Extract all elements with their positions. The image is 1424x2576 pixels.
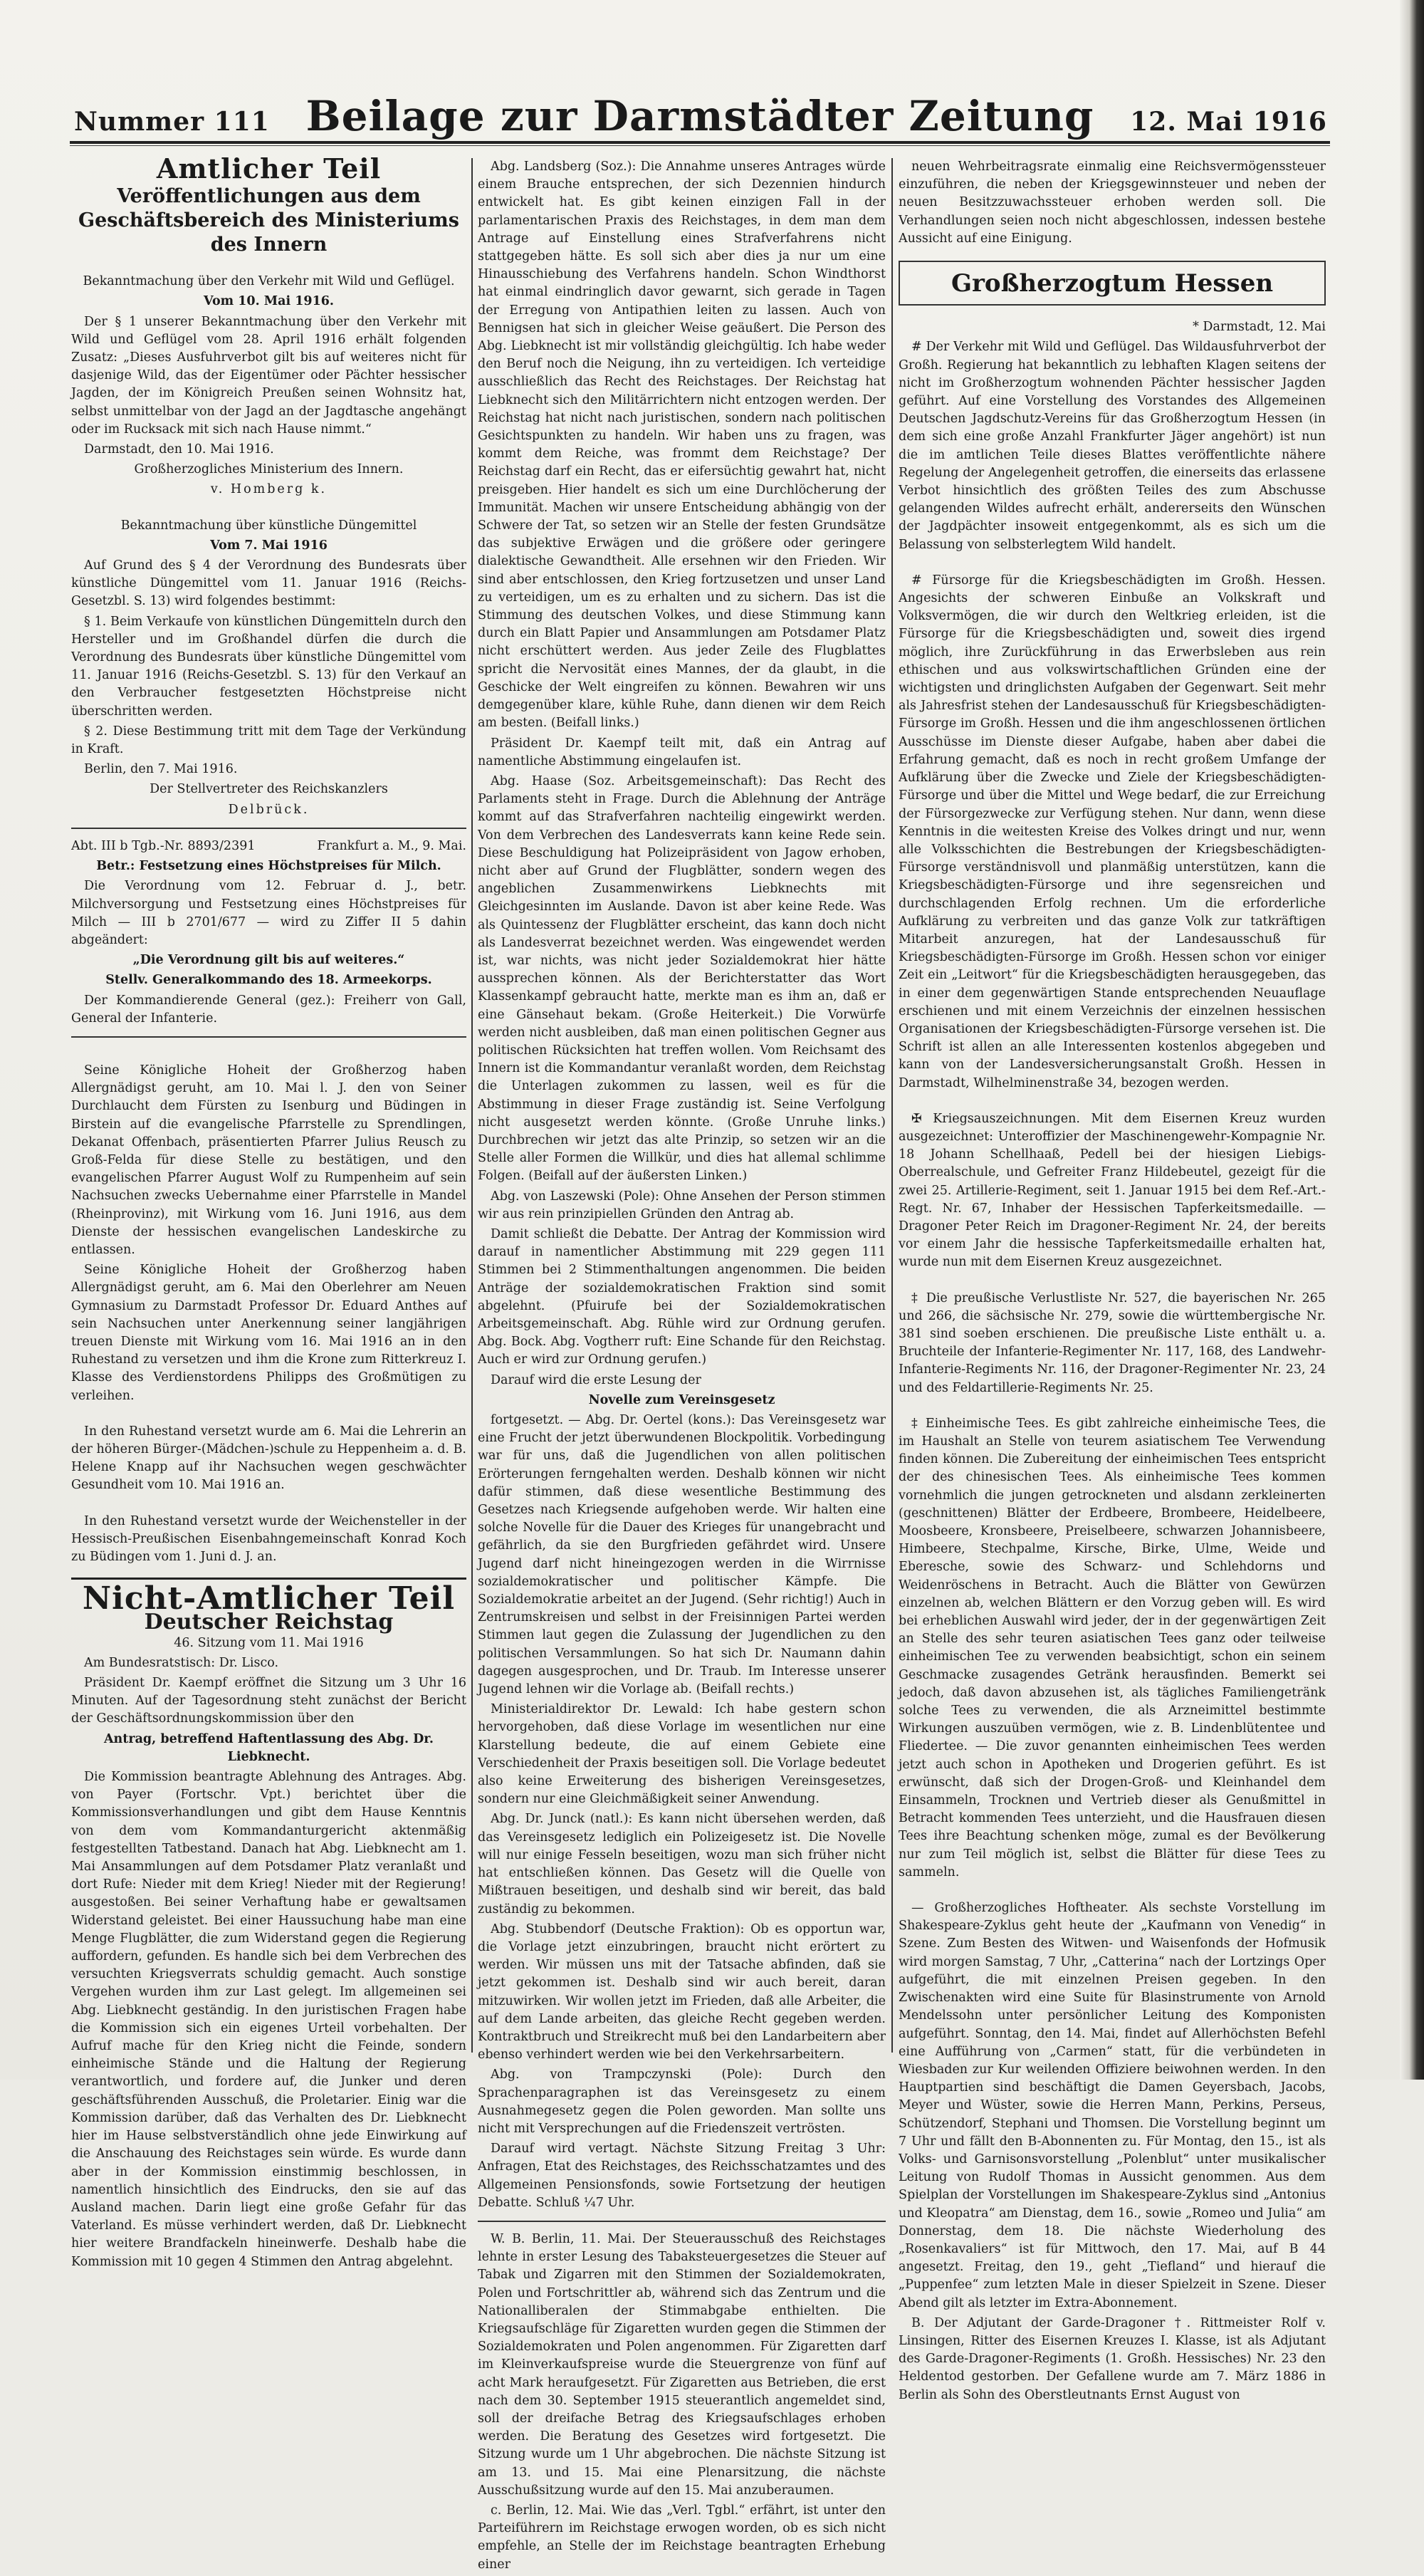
notice-text: § 2. Diese Bestimmung tritt mit dem Tage der Verkündung in Kraft. <box>71 724 466 757</box>
notice-heading: Bekanntmachung über künstliche Düngemittel <box>120 518 417 533</box>
column-1 <box>71 152 466 2273</box>
local-news-item: ✠ Kriegsauszeichnungen. Mit dem Eisernen Kreuz wurden ausgezeichnet: Unteroffizier der Maschinengewehr-Kompagnie Nr. 18 Johann Schellhaaß, Pedell bei der hiesigen Liebigs-Oberrealschule, und Gefreiter Franz Hildebeutel, gezeigt für die zwei 25. Artillerie-Regiment, seit 1. Januar 1915 bei dem Ref.-Art.-Regt. Nr. 67, Inhaber der Hessischen Tapferkeitsmedaille. — Dragoner Peter Reich im Dragoner-Regiment Nr. 24, der bereits vor einem Jahr die hessische Tapferkeitsmedaille erhalten hat, wurde nun mit dem Eisernen Kreuz ausgezeichnet. <box>899 1111 1326 1270</box>
masthead <box>74 92 1327 140</box>
notice-date: Vom 10. Mai 1916. <box>203 294 335 309</box>
issue-date: 12. Mai 1916 <box>1130 107 1327 137</box>
local-news-item: # Fürsorge für die Kriegsbeschädigten im Großh. Hessen. Angesichts der schweren Einbuße an Volkskraft und Volksvermögen, die wir durch den Weltkrieg erleiden, ist die Fürsorge für die Kriegsbeschädigten und, soweit dies irgend möglich, ihre Zurückführung in das Erwerbsleben aus rein ethischen und aus volkswirtschaftlichen Gründen eine der wichtigsten und dringlichsten Aufgaben der Gegenwart. Seit mehr als Jahresfrist stehen der Landesausschuß für Kriegsbeschädigten-Fürsorge im Großh. Hessen und die ihm angeschlossenen örtlichen Ausschüsse im Dienste dieser Aufgabe, haben aber dabei die Erfahrung gemacht, daß es noch in recht großem Umfange der Aufklärung über die Zwecke und Ziele der Kriegsbeschädigten-Fürsorge und über die Mittel und Wege bedarf, die zur Erreichung der Fürsorgezwecke zur Verfügung stehen. Nur dann, wenn diese Kenntnis in die weitesten Kreise des Volkes dringt und nur, wenn alle Volksschichten die Bestrebungen der Kriegsbeschädigten-Fürsorge verständnisvoll und planmäßig unterstützen, kann die Kriegsbeschädigten-Fürsorge und ihre segensreichen und durchschlagenden Erfolg rechnen. Um die erforderliche Aufklärung zu verbreiten und das ganze Volk zur tatkräftigen Mitarbeit anzuregen, hat der Landesausschuß für Kriegsbeschädigten-Fürsorge im Großh. Hessen schon vor einiger Zeit ein „Leitwort“ für die Kriegsbeschädigten herausgegeben, das in einer dem gegenwärtigen Stande entsprechenden Neuauflage erschienen und mit einem Verzeichnis der einzelnen hessischen Organisationen der Kriegsbeschädigten-Fürsorge versehen ist. Die Schrift ist allen an alle Interessenten kostenlos abgegeben und kann von der Landesversicherungsanstalt Großh. Hessen in Darmstadt, Wilhelminenstraße 34, bezogen werden. <box>899 573 1326 1090</box>
local-news-item: # Der Verkehr mit Wild und Geflügel. Das Wildausfuhrverbot der Großh. Regierung hat bekanntlich zu lebhaften Klagen seitens der nicht im Großherzogtum wohnenden Pächter hessischer Jagden geführt. Auf eine Vorstellung des Vorstandes des Allgemeinen Deutschen Jagdschutz-Vereins für das Großherzogtum Hessen (in dem sich eine große Anzahl Frankfurter Jäger angehört) ist nun die im amtlichen Teile dieses Blattes veröffentlichte nähere Regelung der Angelegenheit getroffen, die einerseits das erlassene Verbot hinsichtlich des größten Teiles des zum Abschusse gelangenden Wildes aufrecht erhält, andererseits den Wünschen der Jagdpächter insoweit entgegenkommt, als es sich um die Belassung von selbsterlegtem Wild handelt. <box>899 340 1326 552</box>
masthead-rule <box>70 141 1330 144</box>
local-news-item: — Großherzogliches Hoftheater. Als sechste Vorstellung im Shakespeare-Zyklus geht heute der „Kaufmann von Venedig“ in Szene. Zum Besten des Witwen- und Waisenfonds der Hofmusik wird morgen Samstag, 7 Uhr, „Catterina“ nach der Lortzings Oper aufgeführt, die mit einzelnen Preisen gegeben. In den Zwischenakten wird eine Suite für Blasinstrumente von Arnold Mendelssohn unter persönlicher Leitung des Komponisten aufgeführt. Sonntag, den 14. Mai, findet auf Allerhöchsten Befehl eine Aufführung von „Carmen“ statt, für die verbündeten in Wiesbaden zur Kur weilenden Offiziere beiwohnen werden. In den Hauptpartien sind beschäftigt die Damen Geyersbach, Jacobs, Meyer und Wüster, sowie die Herren Mann, Perkins, Perseus, Schützendorf, Stephani und Thomsen. Die Vorstellung beginnt um 7 Uhr und fällt den B-Abonnenten zu. Für Montag, den 15., ist als Volks- und Garnisonsvorstellung „Polenblut“ unter musikalischer Leitung von Rudolf Thomas in Aussicht genommen. Aus dem Spielplan der Vorstellungen im Shakespeare-Zyklus sind „Antonius und Kleopatra“ am Dienstag, dem 16., sowie „Romeo und Julia“ am Donnerstag, dem 18. Die nächste Wiederholung des „Rosenkavaliers“ ist für Mittwoch, den 17. Mai, auf B 44 angesetzt. Freitag, den 19., geht „Tiefland“ und hierauf die „Puppenfee“ zum letzten Male in dieser Spielzeit in Szene. Dieser Abend gilt als letzter im Extra-Abonnement. <box>899 1901 1326 2310</box>
notice-authority: Großherzogliches Ministerium des Innern. <box>134 462 404 477</box>
dateline: * Darmstadt, 12. Mai <box>1193 320 1326 335</box>
notice-place: Berlin, den 7. Mai 1916. <box>84 762 238 777</box>
notice-text: Die Verordnung vom 12. Februar d. J., betr. Milchversorgung und Festsetzung eines Höchstpreises für Milch — III b 2701/677 — wird zu Ziffer II 5 dahin abgeändert: <box>71 879 466 947</box>
section-heading-nonofficial: Nicht-Amtlicher Teil <box>82 1580 456 1617</box>
notice-date: Vom 7. Mai 1916 <box>210 538 328 553</box>
notice-text: Der § 1 unserer Bekanntmachung über den Verkehr mit Wild und Geflügel vom 28. April 1916 erhält folgenden Zusatz: „Dieses Ausfuhrverbot gilt bis auf weiteres nicht für dasjenige Wild, das der Eigentümer oder Pächter hessischer Jagden, der im Königreich Preußen seinen Wohnsitz hat, selbst unmittelbar von der Jagd an der Jagdtasche angehängt oder im Rucksack mit sich nach Hause nimmt.“ <box>71 314 466 437</box>
notice-text: Auf Grund des § 4 der Verordnung des Bundesrats über künstliche Düngemittel vom 11. Januar 1916 (Reichs-Gesetzbl. S. 13) wird folgendes bestimmt: <box>71 558 466 609</box>
subheading-reichstag: Deutscher Reichstag <box>144 1610 394 1635</box>
separator-rule <box>71 828 466 829</box>
subtitle-ministry: Veröffentlichungen aus dem Geschäftsbereich des Ministeriums des Innern <box>78 185 459 256</box>
section-box-hessen <box>899 261 1326 306</box>
notice-place: Darmstadt, den 10. Mai 1916. <box>84 442 274 457</box>
article-paragraph: Damit schließt die Debatte. Der Antrag der Kommission wird darauf in namentlicher Abstimmung mit 229 gegen 111 Stimmen bei 2 Stimmenthaltungen angenommen. Die beiden Anträge der sozialdemokratischen Fraktion sind somit abgelehnt. (Pfuirufe bei der Sozialdemokratischen Arbeitsgemeinschaft. Abg. Rühle wird zur Ordnung gerufen. Abg. Bock. Abg. Vogtherr ruft: Eine Schande für den Reichstag. Auch er wird zur Ordnung gerufen.) <box>478 1226 886 1367</box>
article-paragraph: Darauf wird die erste Lesung der <box>491 1372 701 1387</box>
notice-authority: Stellv. Generalkommando des 18. Armeekorps. <box>105 973 432 988</box>
article-paragraph: Abg. Landsberg (Soz.): Die Annahme unseres Antrages würde einem Brauche entsprechen, der sich Dezennien hindurch entwickelt hat. Es gibt keinen einzigen Fall in der parlamentarischen Praxis des Reichstages, in dem man dem Antrage auf Einstellung eines Strafverfahrens nicht stattgegeben hätte. Es soll sich aber dies ja nur um eine Hinausschiebung des Verfahrens handeln. Schon Windthorst hat einmal eindringlich davor gewarnt, sich gerade in Tagen der Erregung von Antipathien leiten zu lassen. Auch von Bennigsen hat sich in gleicher Weise geäußert. Die Person des Abg. Liebknecht ist mir vollständig gleichgültig. Ich habe weder den Beruf noch die Neigung, ihn zu verteidigen. Ich verteidige ausschließlich das Recht des Reichstages. Der Reichstag hat Liebknecht sich den Militärrichtern nicht entzogen werden. Der Reichstag hat nicht nach juristischen, sondern nach politischen Gesichtspunkten zu handeln. Wir haben uns zu fragen, was kommt dem Reiche, was frommt dem Reichstage? Der Reichstag darf ein Recht, das er eifersüchtig gewahrt hat, nicht preisgeben. Hier handelt es sich um eine Durchlöcherung der Immunität. Machen wir unsere Entscheidung abhängig von der Schwere der Tat, so setzen wir an Stelle der festen Grundsätze das subjektive Erwägen und die größere oder geringere dialektische Gewandtheit. Alle ersehnen wir den Frieden. Wir sind aber entschlossen, den Krieg fortzusetzen und unser Land zu verteidigen, um es zu erhalten und zu sichern. Das ist die Stimmung des deutschen Volkes, und diese Stimmung kann durch ein Blatt Papier und Ansammlungen am Potsdamer Platz nicht erschüttert werden. Aus jeder Zeile des Flugblattes spricht die Nervosität eines Mannes, der da glaubt, in die Geschicke der Welt eingreifen zu können. Bewahren wir uns demgegenüber klare, kühle Ruhe, dann dienen wir dem Reich am besten. (Beifall links.) <box>478 160 886 731</box>
article-paragraph: neuen Wehrbeitragsrate einmalig eine Reichsvermögenssteuer einzuführen, die neben der Kriegsgewinnsteuer und neben der neuen Besitzzuwachssteuer erhoben werden soll. Die Verhandlungen seien noch nicht abgeschlossen, indessen bestehe Aussicht auf eine Einigung. <box>899 160 1326 246</box>
notice-signature: Der Kommandierende General (gez.): Freiherr von Gall, General der Infanterie. <box>71 993 466 1026</box>
article-paragraph: Präsident Dr. Kaempf eröffnet die Sitzung um 3 Uhr 16 Minuten. Auf der Tagesordnung steht zunächst der Bericht der Geschäftsordnungskommission über den <box>71 1676 466 1726</box>
notice-text: § 1. Beim Verkaufe von künstlichen Düngemitteln durch den Hersteller und im Großhandel dürfen die durch die Verordnung des Bundesrats über künstliche Düngemittel vom 11. Januar 1916 (Reichs-Gesetzbl. S. 13) für den Verkauf an den Verbraucher festgesetzten Höchstpreise nicht überschritten werden. <box>71 614 466 719</box>
notice-authority: Der Stellvertreter des Reichskanzlers <box>150 782 388 797</box>
notice-reference-line <box>71 838 466 855</box>
column-divider-2 <box>891 158 893 2053</box>
page-binding-shadow <box>1400 0 1424 2080</box>
article-paragraph: Am Bundesratstisch: Dr. Lisco. <box>84 1655 279 1670</box>
article-subheading: Novelle zum Vereinsgesetz <box>588 1392 775 1407</box>
column-2 <box>478 158 886 2576</box>
local-news-item: ‡ Einheimische Tees. Es gibt zahlreiche einheimische Tees, die im Haushalt an Stelle von teurem asiatischem Tee Verwendung finden können. Die Zubereitung der einheimischen Tees entspricht der des chinesischen Tees. Als einheimische Tees kommen vornehmlich die jungen getrockneten und alsdann zerkleinerten (geschnittenen) Blätter der Erdbeere, Brombeere, Heidelbeere, Moosbeere, Kronsbeere, Preiselbeere, schwarzen Johannisbeere, Himbeere, Stechpalme, Kirsche, Birke, Ulme, Weide und Eberesche, sowie des Schwarz- und Schlehdorns und Weidenröschens in Betracht. Auch die Blätter von Gewürzen einzelnen ab, welchen Blättern er den Vorzug geben will. Es wird bei erheblichen Auswahl wird jeder, der in der gegenwärtigen Zeit an Stelle des sehr teuren asiatischen Tees ganz oder teilweise einheimischen Tee zu verwenden beabsichtigt, schon ein seinem Geschmacke zusagendes Getränk herausfinden. Bemerkt sei jedoch, daß davon abzusehen ist, als tägliches Familiengetränk solche Tees zu verwenden, die als Arzneimittel bestimmte Wirkungen auszuüben vermögen, wie z. B. Lindenblütentee und Fliedertee. — Die zuvor genannten einheimischen Tees werden jetzt auch schon in Apotheken und Drogerien geführt. Es ist erwünscht, daß sich der Drogen-Groß- und Kleinhandel dem Einsammeln, Trocknen und Vertrieb dieser als Genußmittel in Betracht kommenden Tees unterzieht, und die Hausfrauen diesen Tees ihre Beachtung schenken möge, zumal es der Bevölkerung nur zum Teil möglich ist, selbst die Blätter für diese Tees zu sammeln. <box>899 1416 1326 1879</box>
masthead-rule-thin <box>70 145 1330 146</box>
column-divider-1 <box>471 158 473 2053</box>
article-paragraph: Abg. Stubbendorf (Deutsche Fraktion): Ob es opportun war, die Vorlage jetzt einzubringen, braucht nicht erörtert zu werden. Wir müssen uns mit der Tatsache abfinden, daß sie jetzt gekommen ist. Deshalb sind wir auch bereit, daran mitzuwirken. Wir wollen jetzt im Frieden, daß alle Arbeiter, die auf dem Lande arbeiten, das gleiche Recht gegeben werden. Kontraktbruch und Streikrecht muß bei den Landarbeitern aber ebenso verhindert werden wie bei den Verkehrsarbeitern. <box>478 1921 886 2063</box>
article-paragraph: Die Kommission beantragte Ablehnung des Antrages. Abg. von Payer (Fortschr. Vpt.) berichtet über die Kommissionsverhandlungen und gibt dem Hause Kenntnis von dem vom Kommandanturgericht aktenmäßig festgestellten Tatbestand. Danach hat Abg. Liebknecht am 1. Mai Ansammlungen auf dem Potsdamer Platz veranlaßt und dort Rufe: Nieder mit dem Krieg! Nieder mit der Regierung! ausgestoßen. Bei seiner Verhaftung habe er gewaltsamen Widerstand geleistet. Bei einer Haussuchung habe man eine Menge Flugblätter, die zum Widerstand gegen die Regierung auffordern, gefunden. Es handle sich bei dem Verbrechen des versuchten Kriegsverrats schuldig gemacht. Auch sonstige Vergehen wurden ihm zur Last gelegt. Im allgemeinen sei Abg. Liebknecht geständig. In den juristischen Fragen habe die Kommission sich ein eigenes Urteil vorbehalten. Der Aufruf mache für den Krieg nicht die Feinde, sondern einheimische Stände und die Haltung der Regierung verantwortlich, und fordere auf, die Junker und deren geschäftsführenden Ausschuß, die Proletarier. Einig war die Kommission darüber, daß das Verhalten des Dr. Liebknecht hier im Hause selbstverständlich ohne jede Einwirkung auf die Anschauung des Reichstages sein würde. Es wurde dann aber in der Kommission einstimmig beschlossen, in namentlich hinsichtlich des Eindrucks, den sie auf das Ausland machen. Darin liegt eine große Gefahr für das Vaterland. Es müsse verhindert werden, daß Dr. Liebknecht hier weitere Brandfackeln hineinwerfe. Deshalb habe die Kommission mit 10 gegen 4 Stimmen den Antrag abgelehnt. <box>71 1770 466 2269</box>
local-news-item: B. Der Adjutant der Garde-Dragoner †. Rittmeister Rolf v. Linsingen, Ritter des Eisernen Kreuzes I. Klasse, ist als Adjutant des Garde-Dragoner-Regiments (1. Großh. Hessisches) Nr. 23 den Heldentod gestorben. Der Gefallene wurde am 7. März 1886 in Berlin als Sohn des Oberstleutnants Ernst August von <box>899 2315 1326 2402</box>
section-heading-official: Amtlicher Teil <box>156 152 382 184</box>
article-paragraph: Abg. Haase (Soz. Arbeitsgemeinschaft): Das Recht des Parlaments steht in Frage. Durch die Ablehnung der Anträge kommt auf das Strafverfahren nachteilig eingewirkt werden. Von dem Verbrechen des Landesverrats kann keine Rede sein. Diese Beschuldigung hat Polizeipräsident von Jagow erhoben, nicht aber auf Grund der Flugblätter, sondern wegen des angeblichen Zusammenwirkens Liebknechts mit Gleichgesinnten im Auslande. Davon ist aber keine Rede. Was als Quintessenz der Flugblätter erscheint, das kann doch nicht als Landesverrat bezeichnet werden. Was eingewendet werden ist, war nichts, was nicht jeder Sozialdemokrat hier hätte aussprechen können. Als der Berichterstatter das Wort Klassenkampf gebraucht hatte, merkte man es ihm an, daß er eine Gänsehaut bekam. (Große Heiterkeit.) Die Vorwürfe werden nicht ausbleiben, daß man einen politischen Gegner aus politischen Rücksichten hat treffen wollen. Vom Reichsamt des Innern ist die Kommandantur veranlaßt worden, dem Reichstag die Unterlagen zukommen zu lassen, weil es für die Abstimmung in dieser Frage zuständig ist. Seine Verfolgung nicht ausgesetzt werden könnte. (Große Unruhe links.) Durchbrechen wir jetzt das alte Prinzip, so setzen wir an die Stelle aller Formen die Willkür, und dies hat allemal schlimme Folgen. (Beifall auf der äußersten Linken.) <box>478 773 886 1184</box>
section-rule <box>71 1578 466 1580</box>
notice-signature: Delbrück. <box>228 802 310 817</box>
separator-rule <box>71 1036 466 1038</box>
article-paragraph: Darauf wird vertagt. Nächste Sitzung Freitag 3 Uhr: Anfragen, Etat des Reichstages, des Reichsschatzamtes und des Allgemeinen Pensionsfonds, sowie Fortsetzung der heutigen Debatte. Schluß ¼7 Uhr. <box>478 2142 886 2210</box>
column-3 <box>899 158 1326 2406</box>
issue-number: Nummer 111 <box>74 107 270 137</box>
newspaper-title: Beilage zur Darmstädter Zeitung <box>305 92 1094 140</box>
session-line: 46. Sitzung vom 11. Mai 1916 <box>174 1635 364 1650</box>
notice-signature: v. Homberg k. <box>210 482 328 497</box>
section-heading-hessen: Großherzogtum Hessen <box>951 269 1274 298</box>
separator-rule <box>478 2221 886 2222</box>
notice-heading: Betr.: Festsetzung eines Höchstpreises für Milch. <box>96 859 441 874</box>
article-paragraph: Abg. Dr. Junck (natl.): Es kann nicht übersehen werden, daß das Vereinsgesetz lediglich ein Polizeigesetz ist. Die Novelle will nur einige Fesseln beseitigen, wozu man sich früher nicht hat entschließen können. Das Gesetz will die Quelle von Mißtrauen beseitigen, und deshalb sind wir bereit, das bald zuständig zu bekommen. <box>478 1812 886 1917</box>
article-subheading: Antrag, betreffend Haftentlassung des Abg. Dr. Liebknecht. <box>103 1731 434 1764</box>
article-paragraph: Ministerialdirektor Dr. Lewald: Ich habe gestern schon hervorgehoben, daß diese Vorlage im wesentlichen nur eine Klarstellung bedeute, die auf einem Gebiete eine Verschiedenheit der Praxis beseitigen soll. Die Vorlage bedeutet also keine Erweiterung des bisherigen Vereinsgesetzes, sondern nur eine Gleichmäßigkeit seiner Anwendung. <box>478 1702 886 1807</box>
local-news-item: ‡ Die preußische Verlustliste Nr. 527, die bayerischen Nr. 265 und 266, die sächsische Nr. 279, sowie die württembergische Nr. 381 sind soeben erschienen. Die preußische Liste enthält u. a. Bruchteile der Infanterie-Regimenter Nr. 117, 168, des Landwehr-Infanterie-Regiments Nr. 116, der Dragoner-Regimenter Nr. 23, 24 und des Feldartillerie-Regiments Nr. 25. <box>899 1290 1326 1395</box>
notice-heading: Bekanntmachung über den Verkehr mit Wild und Geflügel. <box>83 274 455 289</box>
article-paragraph: c. Berlin, 12. Mai. Wie das „Verl. Tgbl.“ erfährt, ist unter den Parteiführern im Reichstage erwogen worden, ob es sich nicht empfehle, an Stelle der im Reichstage beantragten Erhebung einer <box>478 2503 886 2572</box>
notice-place-date: Frankfurt a. M., 9. Mai. <box>317 838 466 853</box>
notice-text: „Die Verordnung gilt bis auf weiteres.“ <box>132 953 405 968</box>
personnel-notice: In den Ruhestand versetzt wurde der Weichensteller in der Hessisch-Preußischen Eisenbahngemeinschaft Konrad Koch zu Büdingen vom 1. Juni d. J. an. <box>71 1513 466 1564</box>
personnel-notice: In den Ruhestand versetzt wurde am 6. Mai die Lehrerin an der höheren Bürger-(Mädchen-)schule zu Heppenheim a. d. B. Helene Knapp auf ihr Nachsuchen wegen geschwächter Gesundheit vom 10. Mai 1916 an. <box>71 1424 466 1493</box>
notice-reference: Abt. III b Tgb.-Nr. 8893/2391 <box>71 838 256 853</box>
article-paragraph: W. B. Berlin, 11. Mai. Der Steuerausschuß des Reichstages lehnte in erster Lesung des Tabaksteuergesetzes die Steuer auf Tabak und Zigarren mit den Stimmen der Sozialdemokraten, Polen und Fortschrittler ab, während sich das Zentrum und die Nationalliberalen der Stimmabgabe enthielten. Die Kriegsaufschläge für Zigaretten wurden gegen die Stimmen der Sozialdemokraten und Polen angenommen. Für Zigaretten darf im Kleinverkaufspreise wurde die Steuergrenze von fünf auf acht Mark heraufgesetzt. Für Zigaretten aus Betrieben, die erst nach dem 30. September 1915 steuerantlich angemeldet sind, soll der dreifache Betrag des Kriegsaufschlages erhoben werden. Die Beratung des Gesetzes wird fortgesetzt. Die Sitzung wurde um 1 Uhr abgebrochen. Die nächste Sitzung ist am 13. und 15. Mai eine Plenarsitzung, die nächste Ausschußsitzung wurde auf den 15. Mai anzuberaumen. <box>478 2231 886 2498</box>
personnel-notice: Seine Königliche Hoheit der Großherzog haben Allergnädigst geruht, am 6. Mai den Oberlehrer am Neuen Gymnasium zu Darmstadt Professor Dr. Eduard Anthes auf sein Nachsuchen unter Anerkennung seiner langjährigen treuen Dienste mit Wirkung vom 16. Mai 1916 an in den Ruhestand zu versetzen und ihm die Krone zum Ritterkreuz I. Klasse des Verdienstordens Philipps des Großmütigen zu verleihen. <box>71 1263 466 1403</box>
article-paragraph: Abg. von Laszewski (Pole): Ohne Ansehen der Person stimmen wir aus rein prinzipiellen Gründen den Antrag ab. <box>478 1189 886 1221</box>
personnel-notice: Seine Königliche Hoheit der Großherzog haben Allergnädigst geruht, am 10. Mai l. J. den von Seiner Durchlaucht dem Fürsten zu Isenburg und Büdingen in Birstein auf die evangelische Pfarrstelle zu Sprendlingen, Dekanat Offenbach, präsentierten Pfarrer Julius Reusch zu Groß-Felda für diese Stelle zu bestätigen, und den evangelischen Pfarrer August Wolf zu Rumpenheim auf sein Nachsuchen zwecks Uebernahme einer Pfarrstelle in Mandel (Rheinprovinz), mit Wirkung vom 16. Juni 1916, aus dem Dienste der hessischen evangelischen Landeskirche zu entlassen. <box>71 1063 466 1257</box>
article-paragraph: Abg. von Trampczynski (Pole): Durch den Sprachenparagraphen ist das Vereinsgesetz zu einem Ausnahmegesetz gegen die Polen geworden. Man sollte uns nicht mit Versprechungen auf die Friedenszeit vertrösten. <box>478 2067 886 2136</box>
article-paragraph: fortgesetzt. — Abg. Dr. Oertel (kons.): Das Vereinsgesetz war eine Frucht der jetzt überwundenen Blockpolitik. Vorbedingung war für uns, daß die Jugendlichen von allen politischen Erörterungen ferngehalten werden. Deshalb können wir nicht dafür stimmen, daß diese wesentliche Bestimmung des Gesetzes nach Kriegsende aufgehoben werde. Wir halten eine solche Novelle für die Dauer des Krieges für unangebracht und gefährlich, da sie den Burgfrieden gefährdet wird. Unsere Jugend darf nicht hineingezogen werden in die Wirrnisse sozialdemokratischer und politischer Kämpfe. Die Sozialdemokratie arbeitet an der Jugend. (Sehr richtig!) Auch in Zentrumskreisen und selbst in der Freisinnigen Partei werden Stimmen laut gegen die Zulassung der Jugendlichen zu den politischen Versammlungen. So hat sich Dr. Naumann dahin dagegen ausgesprochen, und Dr. Traub. Im Interesse unserer Jugend lehnen wir die Vorlage ab. (Beifall rechts.) <box>478 1413 886 1697</box>
article-paragraph: Präsident Dr. Kaempf teilt mit, daß ein Antrag auf namentliche Abstimmung eingelaufen ist. <box>478 736 886 768</box>
